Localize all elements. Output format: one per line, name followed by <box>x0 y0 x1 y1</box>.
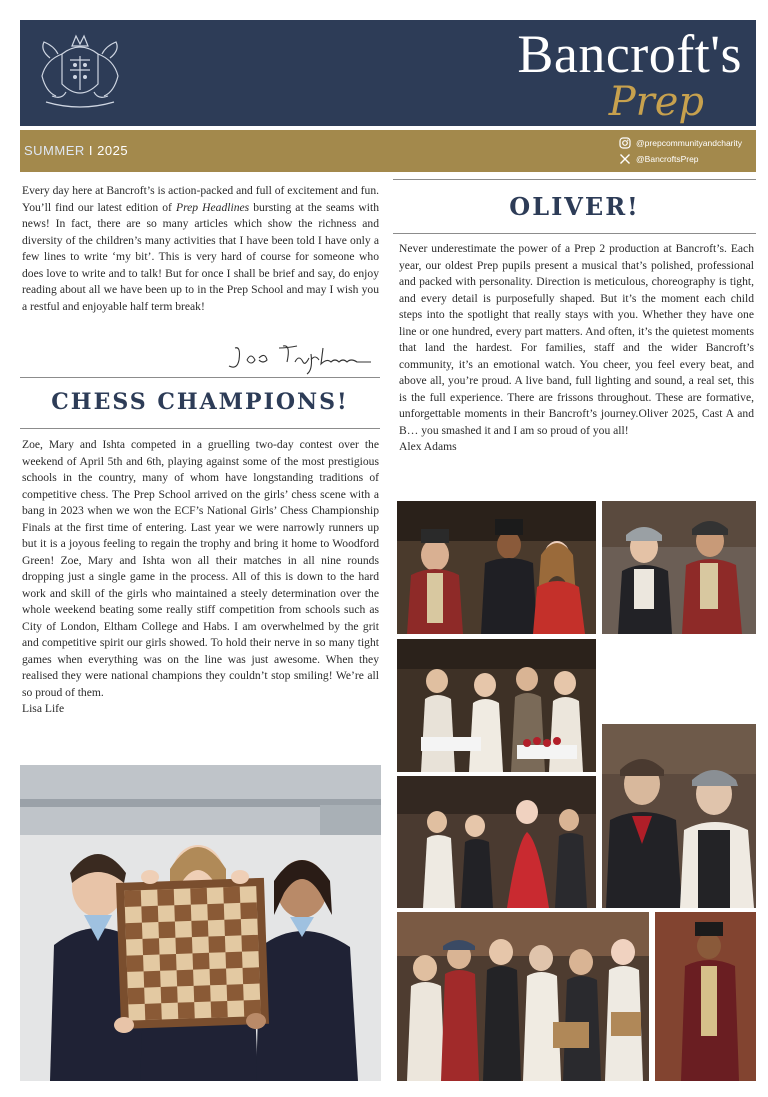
chess-body: Zoe, Mary and Ishta competed in a gruelling two-day contest over the weekend of April 5th and 6th, playing against some of the most prestigious schools in the country, many of whom have longstanding traditions of competitive chess. The Prep School arrived on the girls’ chess scene with a bang in 2023 when we won the ECF’s National Girls’ Chess Championship Finals at the first time of entering. Last year we were narrowly runners up but it is a joyous feeling to regain the trophy and bring it home to Woodford Green! Zoe, Mary and Ishta won all their matches in all nine rounds dropping just a single game in the process. All of this is down to the hard work and skill of the girls who maintained a steely determination over the whole weekend beating some really stiff competition from schools such as City of London, Eltham College and Habs. I am overwhelmed by the grit and competitive spirit our girls showed. To hold their nerve in so many tight games when everything was on the line was just awesome. When they realised they were national champions they couldn’t stop smiling! We’re all so proud of them. <box>22 438 379 699</box>
brand <box>517 24 742 125</box>
social-links <box>619 135 742 167</box>
instagram-icon <box>619 137 631 149</box>
oliver-photo-7 <box>655 912 756 1081</box>
issue-label <box>24 143 128 158</box>
oliver-photo-4 <box>602 724 756 908</box>
school-crest-icon <box>32 30 128 116</box>
newsletter-title: Prep Headlines <box>175 200 250 214</box>
oliver-headline: OLIVER! <box>509 192 640 221</box>
x-link[interactable] <box>619 151 742 167</box>
oliver-body: Never underestimate the power of a Prep 2 production at Bancroft’s. Each year, our oldest Prep pupils present a musical that’s polished, professional and packed with personality. Direction is meticulous, choreography is tight, and every detail is purposefully shaped. But it’s the moment each child steps into the spotlight that really stays with you. Whether they have one line or one hundred, every part matters. And often, it’s the quietest moments that land the hardest. For families, staff and the wider Bancroft’s community, it’s an emotional watch. You cheer, you feel every beat, and above all, you’re proud. A live band, full lighting and sound, a real set, this is the full experience. There are frissons throughout. These are formative, unforgettable moments in their Bancroft’s journey.Oliver 2025, Cast A and B… you smashed it and I am so proud of you all! <box>399 242 754 437</box>
brand-name: Bancroft's <box>517 24 742 84</box>
oliver-article <box>399 241 754 456</box>
instagram-link[interactable] <box>619 135 742 151</box>
oliver-photo-1 <box>397 501 596 634</box>
oliver-photo-6 <box>397 912 649 1081</box>
x-icon <box>619 153 631 165</box>
instagram-handle: @prepcommunityandcharity <box>636 138 742 148</box>
masthead <box>20 20 756 126</box>
oliver-photo-3 <box>397 639 596 772</box>
oliver-photo-2 <box>602 501 756 634</box>
oliver-author: Alex Adams <box>399 440 457 453</box>
issue-year: 2025 <box>97 143 129 158</box>
issue-separator: I <box>88 143 94 158</box>
intro-text-part1: Every day here at Bancroft’s is action-packed and full of excitement and fun. You’ll find our latest edition of <box>22 184 380 214</box>
intro-text-part2: bursting at the seams with news! In fact, there are so many articles which show the richness and diversity of the children’s many activities that I have been told I have only a few lines to write ‘my bit’. This is very hard of course for someone who does love to write and to talk! But for once I shall be brief and say, do enjoy reading about all we have been up to in the Prep School and may I wish you a restful and enjoyable half term break! <box>22 200 379 313</box>
oliver-photo-5 <box>397 776 596 908</box>
signature <box>225 340 375 376</box>
chess-author: Lisa Life <box>22 702 65 715</box>
x-handle: @BancroftsPrep <box>636 154 699 164</box>
issue-season: SUMMER <box>24 143 85 158</box>
oliver-headline-rule <box>393 233 756 234</box>
oliver-top-rule <box>393 179 756 180</box>
intro-divider <box>20 377 380 378</box>
intro-letter <box>22 183 379 315</box>
signature-name: Joe Taylor <box>297 374 303 375</box>
brand-sub: Prep <box>608 79 704 125</box>
chess-article <box>22 437 379 718</box>
chess-headline-rule <box>20 428 380 429</box>
chess-team-photo <box>20 765 381 1081</box>
chess-headline: CHESS CHAMPIONS! <box>51 389 349 415</box>
issue-band <box>20 130 756 172</box>
